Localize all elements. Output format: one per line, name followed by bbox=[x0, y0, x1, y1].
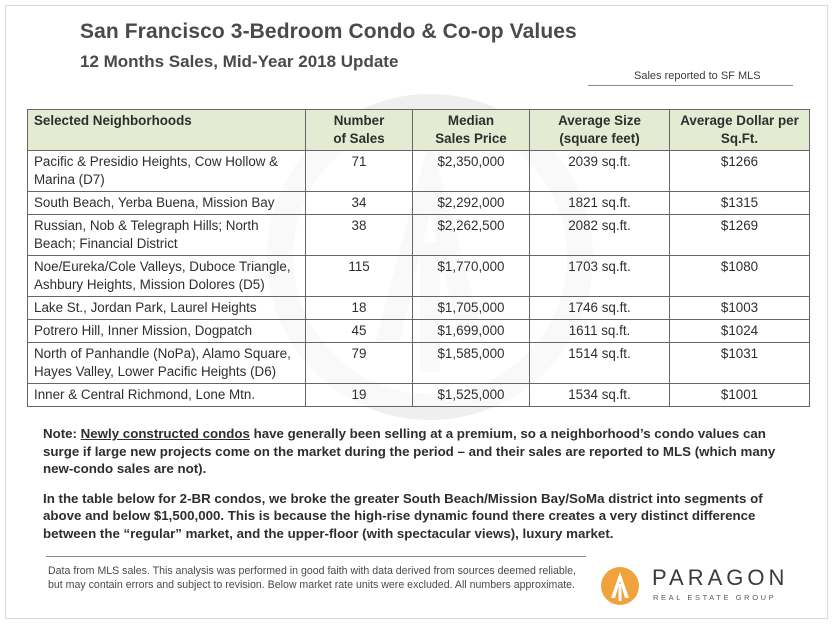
table-row bbox=[28, 343, 810, 384]
col-header-ppsf bbox=[670, 110, 810, 151]
cell-price: $1,705,000 bbox=[413, 297, 530, 320]
cell-ppsf: $1315 bbox=[670, 192, 810, 215]
cell-sales: 38 bbox=[306, 215, 413, 256]
table-row bbox=[28, 256, 810, 297]
cell-ppsf: $1001 bbox=[670, 384, 810, 407]
cell-size: 1514 sq.ft. bbox=[530, 343, 670, 384]
cell-sales: 34 bbox=[306, 192, 413, 215]
cell-price: $2,292,000 bbox=[413, 192, 530, 215]
col-header-price-line2: Sales Price bbox=[435, 131, 507, 146]
col-header-size-line2: (square feet) bbox=[559, 131, 640, 146]
cell-neighborhood: Noe/Eureka/Cole Valleys, Duboce Triangle, Ashbury Heights, Mission Dolores (D5) bbox=[28, 256, 306, 297]
values-table bbox=[27, 109, 810, 407]
table-row bbox=[28, 215, 810, 256]
col-header-size-line1: Average Size bbox=[558, 113, 641, 128]
paragon-logo-icon bbox=[600, 566, 640, 606]
note-label: Note: bbox=[43, 426, 81, 441]
cell-price: $2,262,500 bbox=[413, 215, 530, 256]
footer-divider bbox=[46, 556, 586, 557]
cell-ppsf: $1024 bbox=[670, 320, 810, 343]
cell-neighborhood: Russian, Nob & Telegraph Hills; North Beach; Financial District bbox=[28, 215, 306, 256]
note-underlined: Newly constructed condos bbox=[80, 426, 250, 441]
col-header-ppsf-line1: Average Dollar per bbox=[680, 113, 799, 128]
cell-ppsf: $1080 bbox=[670, 256, 810, 297]
cell-ppsf: $1269 bbox=[670, 215, 810, 256]
table-header-row bbox=[28, 110, 810, 151]
table-row bbox=[28, 297, 810, 320]
table-row bbox=[28, 320, 810, 343]
note-rest: have generally been selling at a premium, so a neighborhood’s condo values can surge if large new projects come on the market during the period – and their sales are reported to MLS (which many new-condo sales are not). bbox=[43, 426, 776, 476]
col-header-size bbox=[530, 110, 670, 151]
col-header-ppsf-line2: Sq.Ft. bbox=[720, 131, 759, 146]
cell-size: 1611 sq.ft. bbox=[530, 320, 670, 343]
cell-size: 1703 sq.ft. bbox=[530, 256, 670, 297]
note-paragraph-2: In the table below for 2-BR condos, we broke the greater South Beach/Mission Bay/SoMa district into segments of above and below $1,500,000. This is because the high-rise dynamic found there creates a very distinct difference between the “regular” market, and the upper-floor (with spectacular views), luxury market. bbox=[43, 490, 763, 541]
cell-size: 2082 sq.ft. bbox=[530, 215, 670, 256]
cell-neighborhood: Inner & Central Richmond, Lone Mtn. bbox=[28, 384, 306, 407]
notes-section bbox=[43, 425, 783, 554]
logo-name: PARAGON bbox=[652, 565, 789, 590]
cell-sales: 71 bbox=[306, 151, 413, 192]
source-divider bbox=[588, 85, 793, 86]
table-row bbox=[28, 151, 810, 192]
cell-sales: 19 bbox=[306, 384, 413, 407]
col-header-price-line1: Median bbox=[447, 113, 495, 128]
cell-sales: 45 bbox=[306, 320, 413, 343]
cell-sales: 115 bbox=[306, 256, 413, 297]
cell-ppsf: $1003 bbox=[670, 297, 810, 320]
table-row bbox=[28, 384, 810, 407]
cell-size: 1534 sq.ft. bbox=[530, 384, 670, 407]
cell-size: 1821 sq.ft. bbox=[530, 192, 670, 215]
cell-neighborhood: Potrero Hill, Inner Mission, Dogpatch bbox=[28, 320, 306, 343]
cell-ppsf: $1266 bbox=[670, 151, 810, 192]
cell-sales: 79 bbox=[306, 343, 413, 384]
col-header-sales-line2: of Sales bbox=[333, 131, 385, 146]
cell-size: 1746 sq.ft. bbox=[530, 297, 670, 320]
paragon-logo bbox=[600, 562, 805, 610]
col-header-price bbox=[413, 110, 530, 151]
cell-price: $2,350,000 bbox=[413, 151, 530, 192]
cell-ppsf: $1031 bbox=[670, 343, 810, 384]
source-note: Sales reported to SF MLS bbox=[634, 70, 761, 82]
cell-price: $1,699,000 bbox=[413, 320, 530, 343]
disclaimer: Data from MLS sales. This analysis was performed in good faith with data derived from sources deemed reliable, but may contain errors and subject to revision. Below market rate units were excluded. All numbers approximate. bbox=[48, 565, 576, 591]
col-header-sales-line1: Number bbox=[333, 113, 385, 128]
table-row bbox=[28, 192, 810, 215]
cell-neighborhood: South Beach, Yerba Buena, Mission Bay bbox=[28, 192, 306, 215]
cell-size: 2039 sq.ft. bbox=[530, 151, 670, 192]
cell-neighborhood: Lake St., Jordan Park, Laurel Heights bbox=[28, 297, 306, 320]
cell-neighborhood: Pacific & Presidio Heights, Cow Hollow & Marina (D7) bbox=[28, 151, 306, 192]
page-subtitle: 12 Months Sales, Mid-Year 2018 Update bbox=[80, 52, 399, 71]
col-header-neighborhood: Selected Neighborhoods bbox=[28, 110, 306, 151]
note-paragraph bbox=[43, 425, 783, 478]
cell-sales: 18 bbox=[306, 297, 413, 320]
cell-neighborhood: North of Panhandle (NoPa), Alamo Square, Hayes Valley, Lower Pacific Heights (D6) bbox=[28, 343, 306, 384]
cell-price: $1,770,000 bbox=[413, 256, 530, 297]
page-title: San Francisco 3-Bedroom Condo & Co-op Values bbox=[80, 20, 577, 43]
col-header-sales bbox=[306, 110, 413, 151]
logo-tagline: REAL ESTATE GROUP bbox=[653, 593, 777, 602]
cell-price: $1,585,000 bbox=[413, 343, 530, 384]
cell-price: $1,525,000 bbox=[413, 384, 530, 407]
